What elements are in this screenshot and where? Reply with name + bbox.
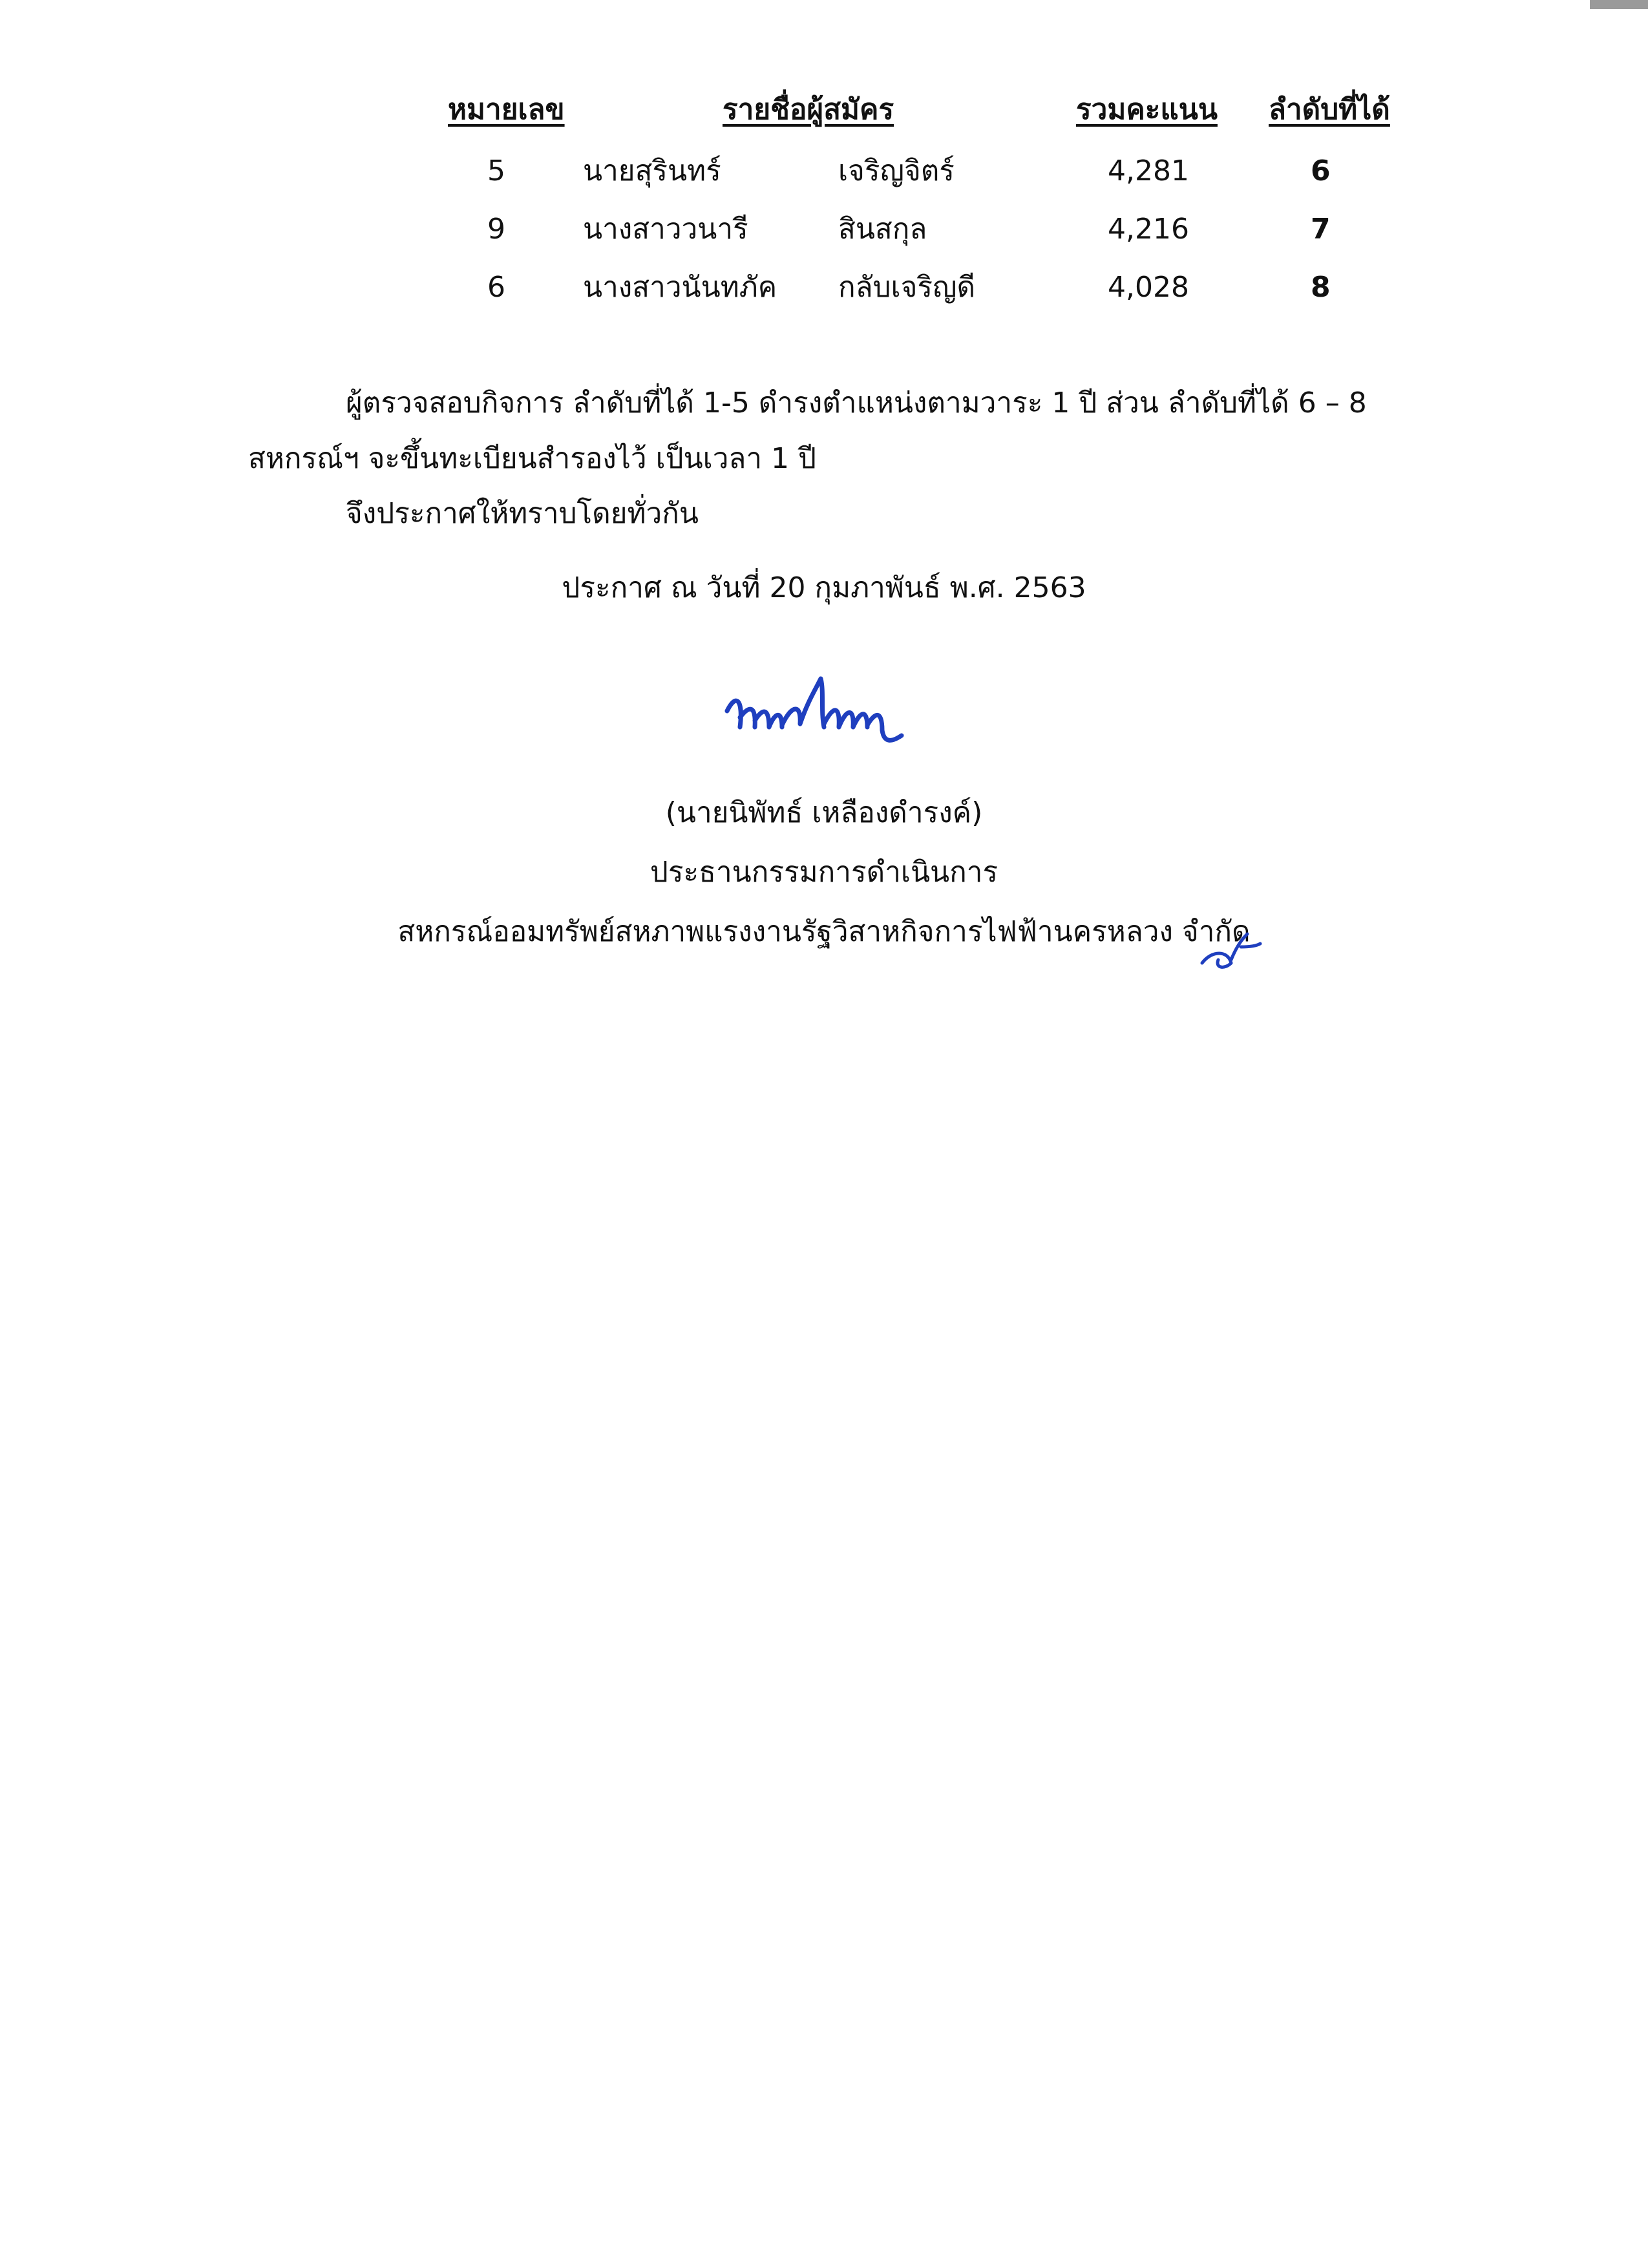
signer-position: ประธานกรรมการดำเนินการ xyxy=(650,856,998,889)
row-score: 4,281 xyxy=(1108,154,1189,187)
announcement-date: ประกาศ ณ วันที่ 20 กุมภาพันธ์ พ.ศ. 2563 xyxy=(562,571,1086,604)
initials-mark xyxy=(1196,924,1267,976)
organization-name: สหกรณ์ออมทรัพย์สหภาพแรงงานรัฐวิสาหกิจการไฟฟ้านครหลวง จำกัด xyxy=(397,915,1251,948)
row-first-name: นางสาววนารี xyxy=(583,213,748,246)
signer-name: (นายนิพัทธ์ เหลืองดำรงค์) xyxy=(665,796,983,829)
paragraph-line: สหกรณ์ฯ จะขึ้นทะเบียนสำรองไว้ เป็นเวลา 1 ปี xyxy=(248,442,816,475)
header-rank: ลำดับที่ได้ xyxy=(1269,93,1390,126)
row-first-name: นางสาวนันทภัค xyxy=(583,271,777,304)
scan-edge-mark xyxy=(1590,0,1648,9)
header-score: รวมคะแนน xyxy=(1076,93,1218,126)
row-score: 4,216 xyxy=(1108,213,1189,246)
row-rank: 8 xyxy=(1311,271,1331,304)
row-last-name: เจริญจิตร์ xyxy=(838,154,955,187)
row-number: 5 xyxy=(487,154,505,187)
row-last-name: สินสกุล xyxy=(838,213,927,246)
row-first-name: นายสุรินทร์ xyxy=(583,154,721,187)
row-score: 4,028 xyxy=(1108,271,1189,304)
row-rank: 7 xyxy=(1311,213,1331,246)
paragraph-line: ผู้ตรวจสอบกิจการ ลำดับที่ได้ 1-5 ดำรงตำแหน่งตามวาระ 1 ปี ส่วน ลำดับที่ได้ 6 – 8 xyxy=(346,387,1367,419)
row-number: 9 xyxy=(487,213,505,246)
row-number: 6 xyxy=(487,271,505,304)
header-name: รายชื่อผู้สมัคร xyxy=(723,93,894,126)
signature-mark xyxy=(717,666,911,750)
header-number: หมายเลข xyxy=(448,93,565,126)
row-rank: 6 xyxy=(1311,154,1331,187)
paragraph-line: จึงประกาศให้ทราบโดยทั่วกัน xyxy=(346,497,699,530)
row-last-name: กลับเจริญดี xyxy=(838,271,976,304)
